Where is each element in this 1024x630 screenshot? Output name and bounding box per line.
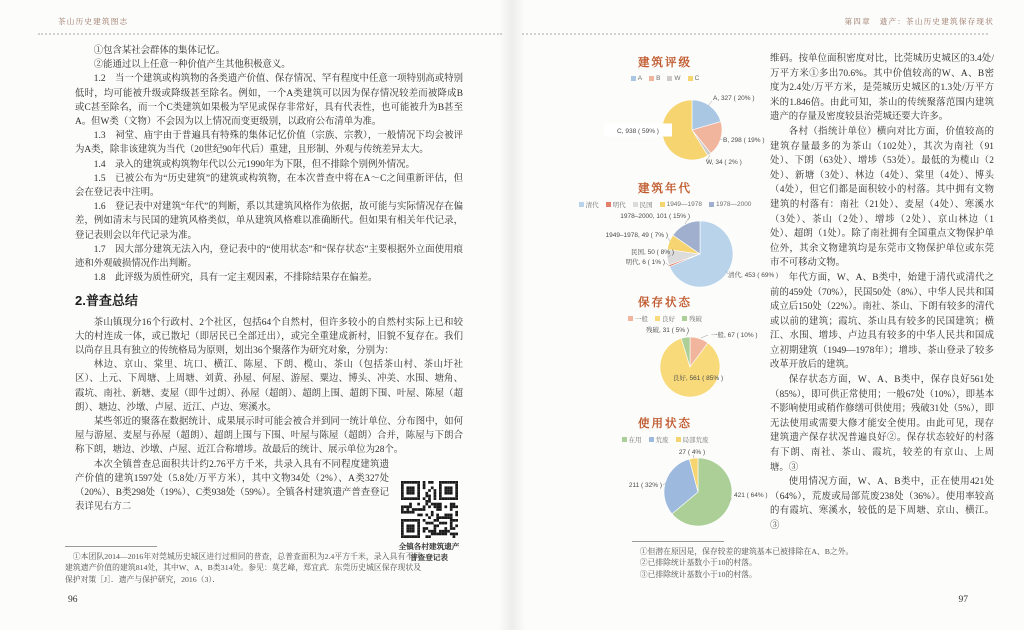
pie-chart (540, 324, 790, 416)
legend-label: 1978—2000 (716, 200, 752, 208)
list-item-1-4: 1.4 录入的建筑或构筑物年代以公元1990年为下限，但不排除个别例外情况。 (93, 159, 415, 170)
legend-swatch (709, 202, 714, 207)
legend-label: W (674, 74, 681, 82)
legend-swatch (628, 316, 633, 321)
footnote: ①本团队2014—2016年对莞城历史城区进行过相同的普查，总普查面积为2.4平方千米，录入具有不同建筑遗产价值的建筑814处，其中W、A、B类314处。参见：莫艺峰，郑宜武．东莞历史城区保存现状及保护对策［J］．遗产与保护研究，2016（3）． (65, 552, 421, 584)
list-item-1-2: 1.2 当一个建筑或构筑物的各类遗产价值、保存情况、罕有程度中任意一项特别高或特别低时，均可能被升级或降级甚至除名。例如，一个A类建筑可以因为保存情况较差而被降成B或C甚至除名，而一个C类建筑如果极为罕见或保存非常好，具有代表性，也可能被升为B甚至A。但W类（文物）不会因为以上情况而变更级别，以政府公布清单为准。 (75, 74, 463, 128)
chart-title: 保存状态 (638, 297, 692, 309)
list-item-1-5: 1.5 已被公布为“历史建筑”的建筑或构筑物，在本次普查中将在A～C之间重新评估，但会在登记表中注明。 (75, 173, 463, 199)
footnote: ②已排除统计基数小于10的村落。 (639, 558, 757, 568)
legend-label: 在用 (628, 436, 642, 444)
legend-label: 清代 (585, 201, 599, 209)
label-leader-line (701, 335, 708, 338)
legend-item (649, 75, 660, 82)
qr-code (401, 481, 458, 538)
legend-label: A (637, 74, 643, 82)
footnote-rule (632, 541, 724, 542)
page-gutter (499, 0, 525, 630)
legend-item (709, 201, 751, 208)
chart-legend (540, 199, 790, 209)
legend-item (682, 314, 702, 323)
list-item-1-6: 1.6 登记表中对建筑“年代”的判断，系以其建筑风格作为依据，故可能与实际情况存在偏差，例如清末与民国的建筑风格类似，单从建筑风格难以准确断代。但如果有相关年代记录，登记表则会以年代记录为准。 (75, 202, 463, 241)
page-number-right: 97 (958, 595, 968, 605)
chart-4 (540, 415, 790, 535)
legend-item (579, 200, 599, 209)
legend-label: C (694, 74, 700, 82)
label-leader-line (668, 238, 670, 241)
list-item-1-7: 1.7 因大部分建筑无法入内，登记表中的“使用状态”和“保存状态”主要根据外立面使用痕迹和外观破损情况作出判断。 (75, 244, 463, 270)
legend-swatch (622, 437, 627, 442)
pie-chart (540, 210, 790, 296)
legend-swatch (631, 76, 636, 81)
footnote: ①但潜在原因是，保存较差的建筑基本已被排除在A、B之外。 (639, 547, 854, 556)
legend-item (631, 75, 642, 82)
paragraph: 本次全镇普查总面积共计约2.76平方千米，共录入具有不同程度建筑遗产价值的建筑1597处（5.8处/万平方米），其中文物34处（2%）、A类327处（20%）、B类298处（19%）、C类938处（59%）。全镇各村建筑遗产普查登记表详见右方二 (75, 459, 389, 513)
list-item-1-8: 1.8 此评级为质性研究，具有一定主观因素，不排除结果存在偏差。 (93, 273, 378, 284)
paragraph: 茶山镇现分16个行政村、2个社区，包括64个自然村，但许多较小的自然村实际上已和较大的村连成一体，或已散圮（即居民已全部迁出），或完全重建成新村，旧貌不复存在。我们以尚存且具有独立的传统格局为原则，划出36个聚落作为研究对象，分别为： (75, 317, 463, 357)
slice-label: B, 298 ( 19% ) (723, 137, 765, 144)
legend-item (676, 435, 709, 444)
chart-3 (540, 294, 790, 416)
footnote: ③已排除统计基数小于10的村落。 (639, 569, 757, 579)
footnote-rule (65, 546, 157, 547)
legend-swatch (676, 437, 681, 442)
legend-item (660, 201, 702, 208)
slice-label: C, 938 ( 59% ) (617, 128, 659, 135)
slice-label: 民国, 50 ( 8% ) (631, 249, 674, 256)
legend-label: 一般 (635, 315, 648, 323)
legend-item (628, 314, 648, 323)
pie-chart (540, 445, 790, 535)
paragraph: 维码。按单位面积密度对比，比莞城历史城区的3.4处/万平方米①多出70.6%。其中价值较高的W、A、B密度为2.4处/万平方米，是莞城历史城区的1.3处/万平方米的1.846倍。由此可知，茶山的传统聚落范围内建筑遗产的存量及密度较县治莞城还要大许多。 (770, 54, 994, 123)
slice-label: 残破, 31 ( 5% ) (646, 327, 689, 334)
header-rule-left (38, 33, 502, 35)
slice-label: 27 ( 4% ) (678, 449, 706, 456)
legend-label: 1949—1978 (666, 200, 702, 208)
chart-title: 使用状态 (638, 418, 692, 430)
slice-label: 明代, 6 ( 1% ) (625, 259, 665, 266)
qr-caption-line2: 普查登记表 (410, 552, 448, 562)
legend-item (606, 200, 626, 209)
right-body-text (770, 52, 994, 534)
running-head-right: 第四章 遗产：茶山历史建筑保存现状 (844, 17, 994, 26)
legend-swatch (655, 316, 660, 321)
paragraph: 林边、京山、棠里、坑口、横江、陈屋、下朗、榄山、茶山（包括茶山村、茶山圩社区）、上元、下周塘、上周塘、刘黄、孙屋、何屋、游屋、粟边、博头、冲美、水围、塘角、霞坑、南社、新塘、麦屋（即牛过朗）、孙屋（超朗）、超朗上围、超朗下围、叶屋、陈屋（超朗）、塘边、沙墩、卢屋、近江、卢边、寒溪水。 (75, 360, 463, 413)
slice-label: 211 ( 32% ) (628, 482, 662, 489)
paragraph: 年代方面，W、A、B类中，始建于清代或清代之前的459处（70%），民国50处（8%）、中华人民共和国成立后150处（22%）。南社、茶山、下朗有较多的清代或以前的建筑；霞坑、茶山具有较多的民国建筑；横江、水围、增埗、卢边具有较多的中华人民共和国成立初期建筑（1949—1978年）；增埗、茶山登录了较多改革开放后的建筑。 (770, 272, 994, 371)
legend-item (688, 75, 700, 82)
legend-label: 民国 (639, 201, 653, 209)
legend-item (667, 75, 680, 82)
legend-label: B (656, 74, 661, 82)
legend-swatch (667, 76, 672, 81)
chart-legend (540, 73, 790, 83)
legend-swatch (688, 76, 693, 81)
page-number-left: 96 (68, 595, 78, 605)
paragraph: 保存状态方面，W、A、B类中，保存良好561处（85%），即可供正常使用；一般67处（10%），即基本不影响使用或稍作修缮可供使用；残破31处（5%），即无法使用或需要大修才能安全使用。由此可见，现存建筑遗产保存状况普遍良好②。保存状态较好的村落有下朗、南社、茶山、霞坑，较差的有京山、上周塘。③ (770, 375, 994, 473)
legend-swatch (649, 76, 654, 81)
legend-swatch (633, 202, 638, 207)
note-line: ②能通过以上任意一种价值产生其他积极意义。 (93, 60, 291, 71)
legend-swatch (606, 202, 611, 207)
chart-column (540, 0, 790, 540)
slice-label: A, 327 ( 20% ) (713, 95, 755, 102)
qr-caption-line1: 全镇各村建筑遗产 (398, 542, 460, 551)
slice-label: 良好, 561 ( 85% ) (672, 375, 724, 382)
section-heading: 2.普查总结 (75, 293, 138, 309)
chart-title: 建筑年代 (638, 183, 692, 195)
paragraph: 使用情况方面，W、A、B类中，正在使用421处（64%），荒废或局部荒废238处（36%）。使用率较高的有霞坑、寒溪水，较低的是下周塘、京山、横江。③ (770, 477, 994, 531)
chart-legend (540, 434, 790, 444)
chart-2 (540, 180, 790, 296)
list-item-1-3: 1.3 祠堂、庙宇由于普遍具有特殊的集体记忆价值（宗族、宗教），一般情况下均会被评为A类，除非该建筑为当代（20世纪90年代后）重建，且形制、外观与传统差异太大。 (75, 131, 463, 156)
note-line: ①包含某社会群体的集体记忆。 (93, 46, 226, 56)
legend-swatch (682, 316, 687, 321)
slice-label: 1978–2000, 101 ( 15% ) (620, 213, 690, 220)
slice-label: W, 34 ( 2% ) (706, 159, 742, 166)
slice-label: 清代, 453 ( 69% ) (728, 272, 779, 279)
chart-title: 建筑评级 (638, 57, 692, 69)
legend-label: 残破 (689, 315, 702, 323)
legend-swatch (660, 202, 665, 207)
legend-label: 荒废 (655, 436, 669, 444)
legend-label: 良好 (662, 315, 675, 323)
legend-item (633, 200, 653, 209)
slice-label: 一般, 67 ( 10% ) (711, 332, 758, 339)
paragraph: 某些邻近的聚落在数据统计、成果展示时可能会被合并到同一统计单位、分布图中，如何屋与游屋、麦屋与孙屋（超朗）、超朗上围与下围、叶屋与陈屋（超朗）合并，陈屋与下朗合称下朗，塘边、沙墩、卢屋、近江合称增埗。故最后的统计、展示单位为28个。 (75, 417, 463, 456)
slice-label: 1949–1978, 49 ( 7% ) (605, 232, 668, 239)
legend-item (649, 435, 669, 444)
chart-1 (540, 54, 790, 184)
legend-swatch (579, 202, 584, 207)
page-97 (512, 0, 1024, 630)
slice-label: 421 ( 64% ) (734, 492, 768, 499)
paragraph: 各村（指统计单位）横向对比方面，价值较高的建筑存量最多的为茶山（102处），其次为南社（91处）、下朗（63处）、增埗（53处）。最低的为榄山（2处）、新塘（3处）、林边（4处）、棠里（4处）、博头（4处），但它们都是面积较小的村落。其中拥有文物建筑的村落有：南社（21处）、麦屋（4处）、寒溪水（3处）、茶山（2处）、增埗（2处）、京山林边（1处）、超朗（1处）。除了南社拥有全国重点文物保护单位外，其余文物建筑均是东莞市文物保护单位或东莞市不可移动文物。 (770, 126, 994, 269)
footnotes-left (65, 546, 421, 585)
chart-legend (540, 313, 790, 323)
legend-swatch (649, 437, 654, 442)
footnotes-right (632, 541, 994, 580)
pie-chart (540, 84, 790, 184)
label-leader-line (708, 101, 712, 106)
legend-item (655, 314, 675, 323)
left-body-text (75, 44, 463, 515)
running-head-left: 茶山历史建筑图志 (58, 17, 129, 26)
legend-label: 明代 (612, 201, 626, 209)
legend-label: 局部荒废 (682, 436, 709, 444)
legend-item (622, 435, 642, 444)
